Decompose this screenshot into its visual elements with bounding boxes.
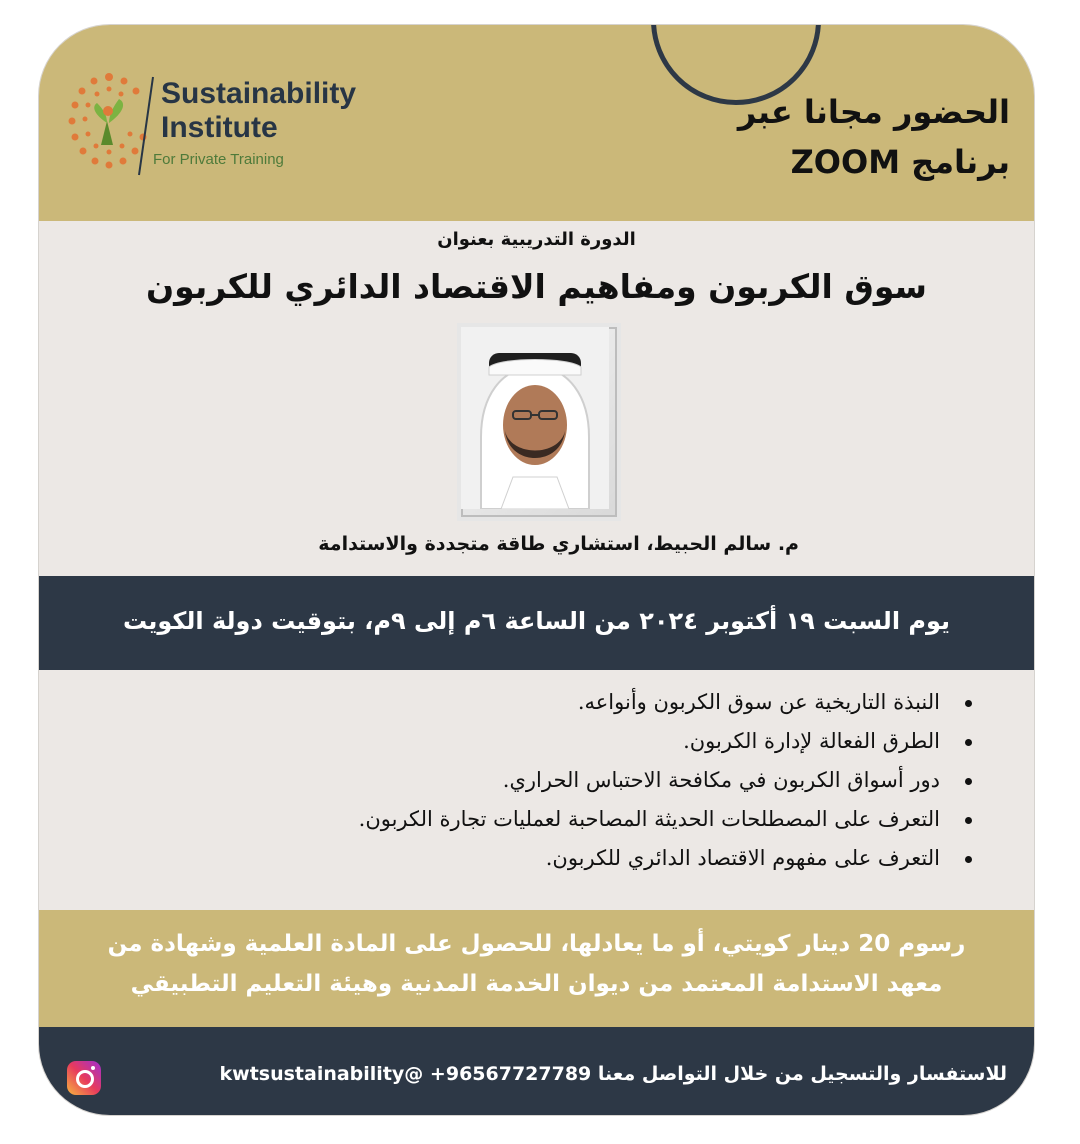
list-item xyxy=(174,800,974,839)
zoom-notice: الحضور مجانا عبر برنامج ZOOM xyxy=(737,93,1010,181)
topics-list xyxy=(174,683,974,878)
schedule-band xyxy=(39,576,1034,670)
fees-text: رسوم 20 دينار كويتي، أو ما يعادلها، للحصول على المادة العلمية وشهادة من معهد الاستدامة المعتمد من ديوان الخدمة المدنية وهيئة التعليم التطبيقي xyxy=(107,931,966,997)
topic-text: النبذة التاريخية عن سوق الكربون وأنواعه. xyxy=(577,690,940,714)
contact-text: للاستفسار والتسجيل من خلال التواصل معنا 96567727789+ @kwtsustainability xyxy=(219,1063,1007,1085)
list-item xyxy=(174,683,974,722)
instagram-icon[interactable] xyxy=(67,1061,101,1095)
list-item xyxy=(174,722,974,761)
instagram-lens-icon xyxy=(76,1070,94,1088)
speaker-photo xyxy=(457,323,621,521)
course-intro: الدورة التدريبية بعنوان xyxy=(437,229,636,250)
topic-text: التعرف على مفهوم الاقتصاد الدائري للكربون. xyxy=(545,846,940,870)
contact-band xyxy=(39,1027,1034,1115)
header-band xyxy=(39,25,1034,221)
bullet-icon xyxy=(965,778,972,785)
speaker-portrait-icon xyxy=(461,327,609,509)
logo-name-line1: Sustainability xyxy=(161,77,357,110)
instagram-dot-icon xyxy=(91,1066,95,1070)
bullet-icon xyxy=(965,739,972,746)
logo-name xyxy=(161,77,356,145)
bullet-icon xyxy=(965,817,972,824)
topic-text: دور أسواق الكربون في مكافحة الاحتباس الحراري. xyxy=(502,768,940,792)
bullet-icon xyxy=(965,700,972,707)
logo-tagline: For Private Training xyxy=(153,151,284,168)
topic-text: الطرق الفعالة لإدارة الكربون. xyxy=(683,729,940,753)
fees-band xyxy=(39,910,1034,1027)
logo-name-line2: Institute xyxy=(161,111,278,144)
topic-text: التعرف على المصطلحات الحديثة المصاحبة لعمليات تجارة الكربون. xyxy=(358,807,940,831)
schedule-text: يوم السبت ١٩ أكتوبر ٢٠٢٤ من الساعة ٦م إلى ٩م، بتوقيت دولة الكويت xyxy=(122,607,951,635)
speaker-name: م. سالم الحبيط، استشاري طاقة متجددة والاستدامة xyxy=(318,533,799,555)
course-title: سوق الكربون ومفاهيم الاقتصاد الدائري للكربون xyxy=(146,267,927,306)
bullet-icon xyxy=(965,856,972,863)
sun-leaf-icon xyxy=(61,67,157,177)
list-item xyxy=(174,839,974,878)
flyer-card xyxy=(38,24,1035,1116)
list-item xyxy=(174,761,974,800)
institute-logo xyxy=(61,67,391,187)
